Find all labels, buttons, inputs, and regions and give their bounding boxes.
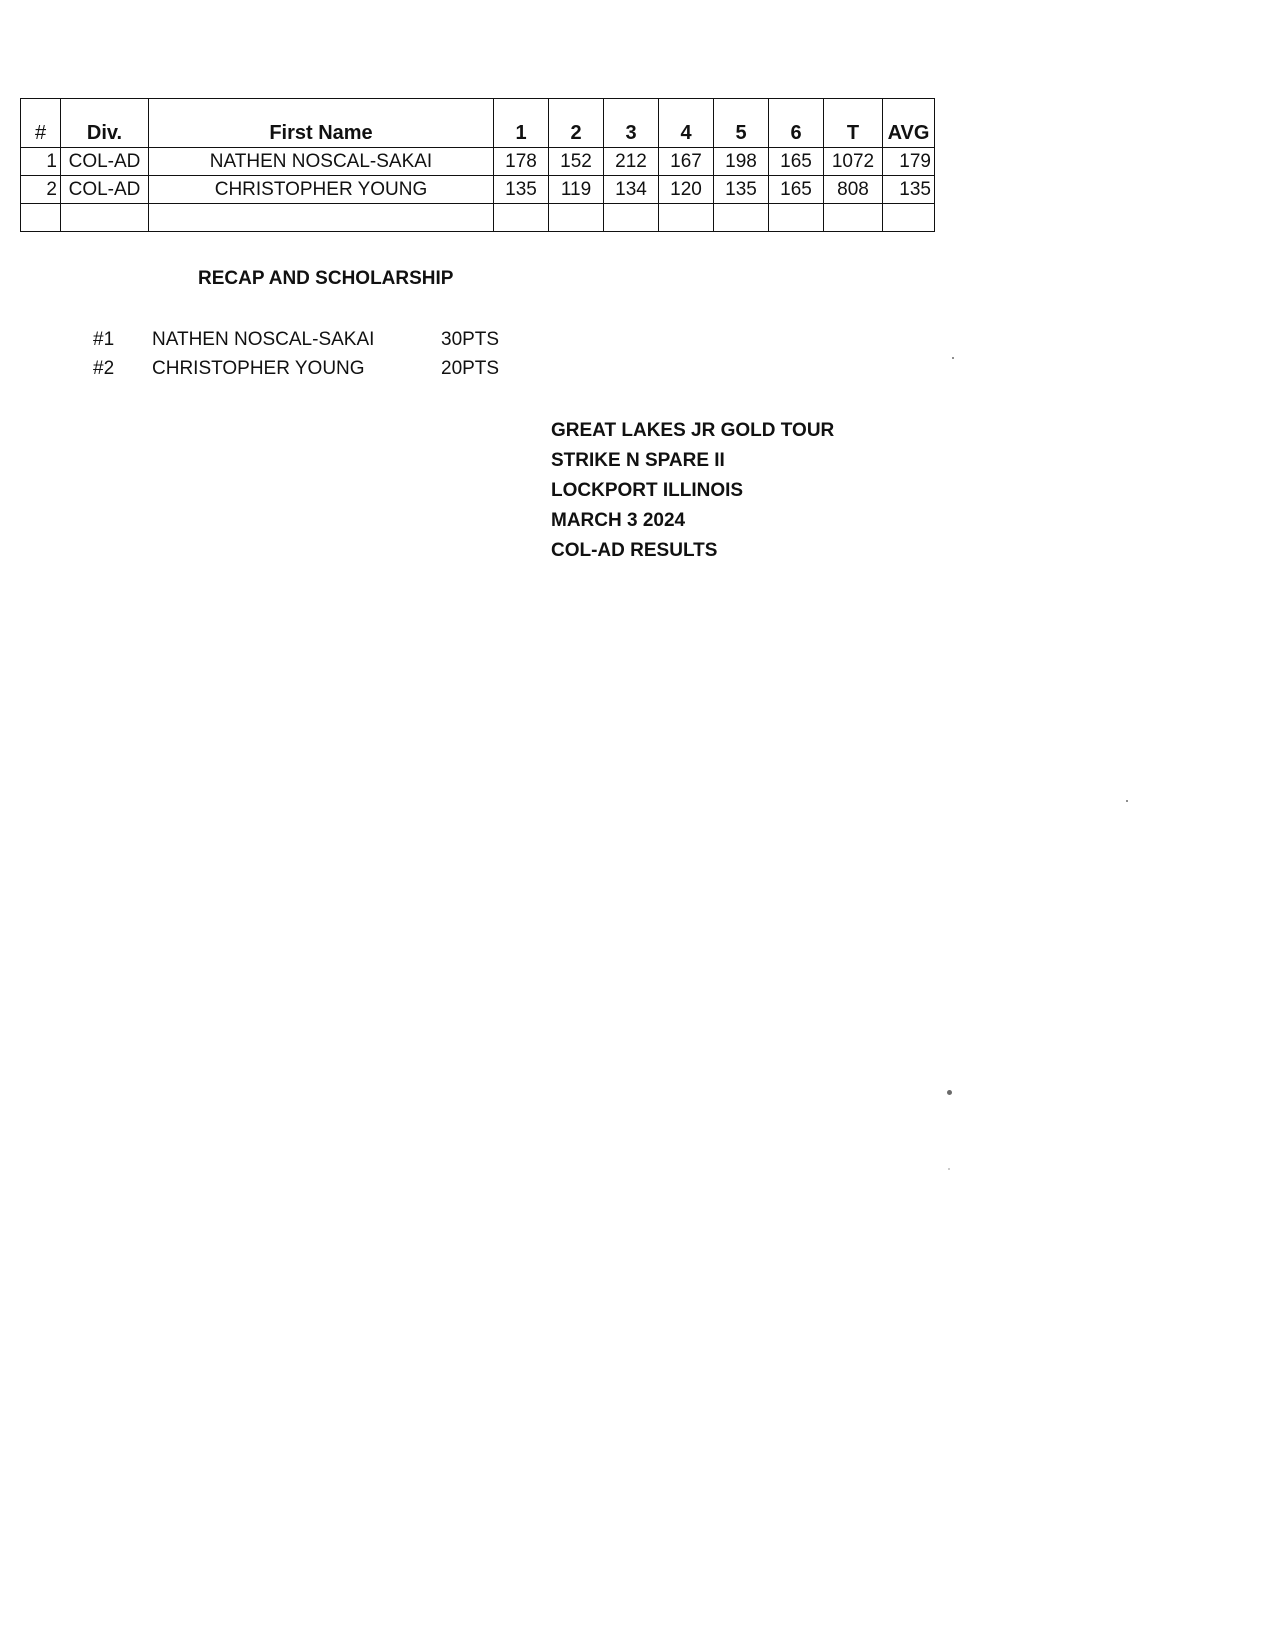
scan-speck	[1126, 800, 1128, 802]
recap-points: 30PTS	[441, 329, 500, 350]
header-game-3: 3	[604, 99, 659, 148]
cell-game-6	[769, 204, 824, 232]
header-average: AVG	[883, 99, 935, 148]
header-game-5: 5	[714, 99, 769, 148]
cell-number: 1	[21, 148, 61, 176]
cell-game-5: 198	[714, 148, 769, 176]
recap-name: CHRISTOPHER YOUNG	[152, 358, 365, 379]
recap-entry	[0, 357, 600, 381]
header-game-4: 4	[659, 99, 714, 148]
cell-game-3: 212	[604, 148, 659, 176]
cell-game-4: 120	[659, 176, 714, 204]
header-number: #	[21, 99, 61, 148]
cell-number: 2	[21, 176, 61, 204]
event-center: STRIKE N SPARE II	[551, 450, 725, 471]
cell-game-3: 134	[604, 176, 659, 204]
event-results-label: COL-AD RESULTS	[551, 540, 718, 561]
table-row	[21, 148, 935, 176]
recap-entry	[0, 328, 600, 352]
cell-game-3	[604, 204, 659, 232]
cell-game-5: 135	[714, 176, 769, 204]
event-location: LOCKPORT ILLINOIS	[551, 480, 744, 501]
cell-game-4: 167	[659, 148, 714, 176]
cell-total: 808	[824, 176, 883, 204]
scan-speck	[948, 1168, 950, 1170]
header-game-2: 2	[549, 99, 604, 148]
cell-game-2: 119	[549, 176, 604, 204]
cell-division: COL-AD	[61, 176, 149, 204]
scan-speck	[947, 1090, 952, 1095]
cell-division: COL-AD	[61, 148, 149, 176]
cell-average	[883, 204, 935, 232]
table-row-empty	[21, 204, 935, 232]
event-info	[551, 416, 834, 566]
cell-game-2: 152	[549, 148, 604, 176]
recap-title: RECAP AND SCHOLARSHIP	[198, 268, 454, 289]
recap-rank: #2	[93, 358, 115, 379]
event-tour: GREAT LAKES JR GOLD TOUR	[551, 420, 835, 441]
table-row	[21, 176, 935, 204]
cell-game-1: 135	[494, 176, 549, 204]
header-first-name: First Name	[149, 99, 494, 148]
header-row	[21, 99, 935, 148]
cell-game-1: 178	[494, 148, 549, 176]
cell-game-4	[659, 204, 714, 232]
header-game-1: 1	[494, 99, 549, 148]
cell-division	[61, 204, 149, 232]
cell-average: 135	[883, 176, 935, 204]
cell-game-2	[549, 204, 604, 232]
cell-average: 179	[883, 148, 935, 176]
cell-game-6: 165	[769, 148, 824, 176]
header-division: Div.	[61, 99, 149, 148]
recap-name: NATHEN NOSCAL-SAKAI	[152, 329, 375, 350]
cell-game-5	[714, 204, 769, 232]
scan-speck	[952, 357, 954, 359]
cell-total: 1072	[824, 148, 883, 176]
cell-name: CHRISTOPHER YOUNG	[149, 176, 494, 204]
results-table	[20, 98, 935, 232]
cell-number	[21, 204, 61, 232]
recap-rank: #1	[93, 329, 115, 350]
cell-name: NATHEN NOSCAL-SAKAI	[149, 148, 494, 176]
event-date: MARCH 3 2024	[551, 510, 686, 531]
recap-points: 20PTS	[441, 358, 500, 379]
cell-game-1	[494, 204, 549, 232]
cell-total	[824, 204, 883, 232]
cell-name	[149, 204, 494, 232]
header-total: T	[824, 99, 883, 148]
header-game-6: 6	[769, 99, 824, 148]
cell-game-6: 165	[769, 176, 824, 204]
